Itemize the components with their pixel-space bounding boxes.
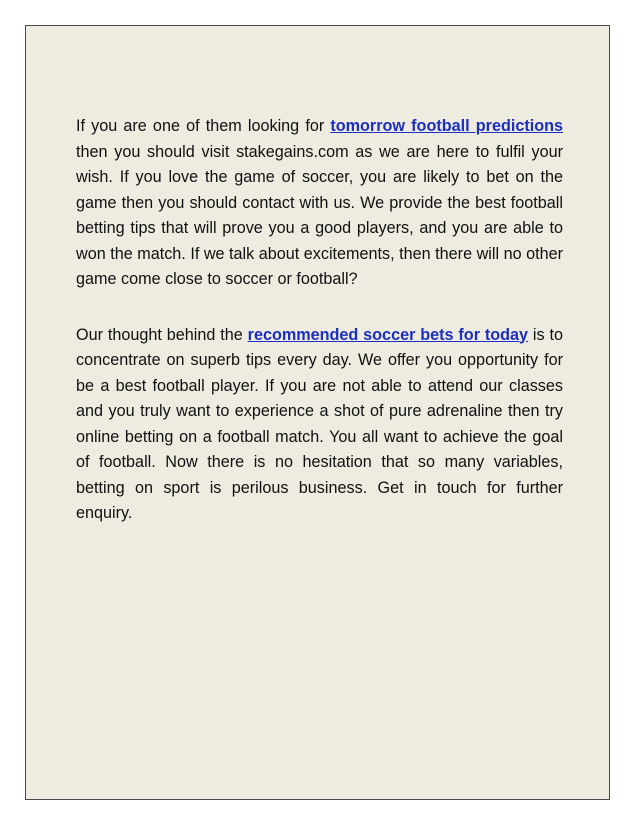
paragraph-1	[76, 114, 563, 293]
recommended-soccer-bets-link[interactable]: recommended soccer bets for today	[247, 325, 529, 344]
paragraph-2	[76, 323, 563, 527]
document-body	[76, 114, 563, 557]
paragraph-2-text-after: is to concentrate on superb tips every day. We offer you opportunity for be a best football player. If you are not able to attend our classes and you truly want to experience a shot of pure adrenaline then try online betting on a football match. You all want to achieve the goal of football. Now there is no hesitation that so many variables, betting on sport is perilous business. Get in touch for further enquiry.	[76, 325, 563, 522]
paragraph-2-text-before: Our thought behind the	[76, 325, 248, 344]
paragraph-1-text-before: If you are one of them looking for	[76, 117, 331, 135]
paragraph-1-text-after: then you should visit stakegains.com as we are here to fulfil your wish. If you love the game of soccer, you are likely to bet on the game then you should contact with us. We provide the best football betting tips that will prove you a good players, and you are able to won the match. If we talk about excitements, then there will no other game come close to soccer or football?	[76, 142, 563, 288]
tomorrow-football-predictions-link[interactable]: tomorrow football predictions	[330, 117, 563, 135]
document-page	[25, 25, 610, 800]
